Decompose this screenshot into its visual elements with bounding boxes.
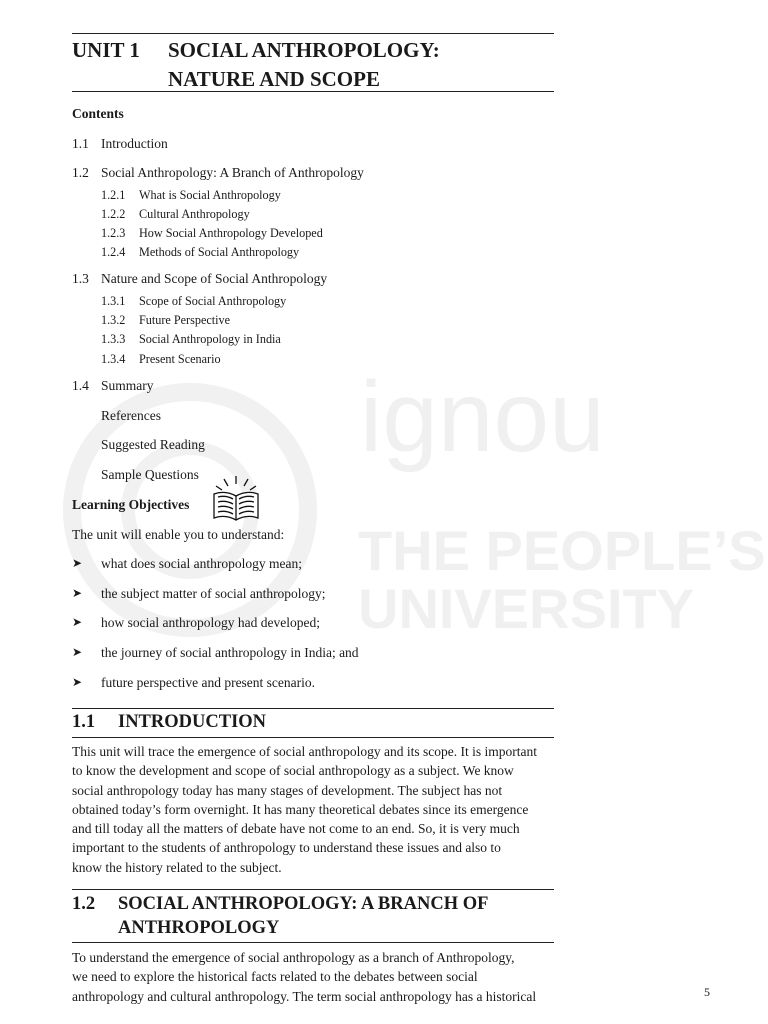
toc-item-scope: Scope of Social Anthropology: [139, 294, 287, 308]
section-1-1-number: 1.1: [72, 712, 96, 732]
toc-item-introduction: Introduction: [101, 136, 168, 151]
watermark-university: UNIVERSITY: [358, 577, 695, 640]
arrowhead-icon: ➤: [72, 645, 83, 659]
arrowhead-icon: ➤: [72, 586, 83, 600]
unit-title-line1: SOCIAL ANTHROPOLOGY:: [168, 38, 440, 62]
toc-item-references: References: [101, 408, 161, 423]
toc-item-suggested-reading: Suggested Reading: [101, 437, 205, 452]
objective-item: the subject matter of social anthropology;: [101, 586, 326, 601]
toc-item-india: Social Anthropology in India: [139, 332, 281, 346]
toc-num-1-3: 1.3: [72, 271, 89, 286]
title-bottom-rule: [72, 91, 554, 92]
toc-item-developed: How Social Anthropology Developed: [139, 226, 323, 240]
paragraph-line: social anthropology today has many stages of development. The subject has not: [72, 782, 503, 798]
objective-item: the journey of social anthropology in India; and: [101, 645, 359, 660]
toc-num-1-1: 1.1: [72, 136, 89, 151]
objective-item: what does social anthropology mean;: [101, 556, 302, 571]
section-1-2-title-line1: SOCIAL ANTHROPOLOGY: A BRANCH OF: [118, 894, 489, 914]
toc-item-sample-questions: Sample Questions: [101, 467, 199, 482]
toc-item-summary: Summary: [101, 378, 154, 393]
section-1-2-paragraph: [72, 948, 554, 1006]
toc-num-1-2-3: 1.2.3: [101, 226, 126, 240]
toc-item-present: Present Scenario: [139, 352, 221, 366]
watermark-peoples: THE PEOPLE’S: [358, 519, 766, 582]
paragraph-line: to know the development and scope of social anthropology as a subject. We know: [72, 763, 514, 779]
objective-item: future perspective and present scenario.: [101, 675, 316, 690]
toc-item-future: Future Perspective: [139, 313, 231, 327]
section-1-2-bottom-rule: [72, 942, 554, 943]
toc-num-1-2-4: 1.2.4: [101, 245, 126, 259]
paragraph-line: and till today all the matters of debate have not come to an end. So, it is very much: [72, 821, 520, 837]
paragraph-line: This unit will trace the emergence of social anthropology and its scope. It is important: [72, 744, 538, 759]
section-1-1-top-rule: [72, 708, 554, 709]
toc-num-1-3-2: 1.3.2: [101, 313, 126, 327]
section-1-2-top-rule: [72, 889, 554, 890]
section-1-1-bottom-rule: [72, 737, 554, 738]
toc-num-1-2-1: 1.2.1: [101, 188, 126, 202]
toc-num-1-2: 1.2: [72, 165, 89, 180]
toc-num-1-2-2: 1.2.2: [101, 207, 126, 221]
objective-item: how social anthropology had developed;: [101, 615, 320, 630]
arrowhead-icon: ➤: [72, 675, 83, 689]
objectives-heading: Learning Objectives: [72, 497, 190, 512]
unit-title: [168, 36, 548, 94]
section-1-2-title: [118, 892, 548, 940]
paragraph-line: obtained today’s form overnight. It has many theoretical debates since its emergence: [72, 801, 529, 817]
toc-num-1-4: 1.4: [72, 378, 89, 393]
paragraph-line: know the history related to the subject.: [72, 859, 282, 875]
objectives-intro: The unit will enable you to understand:: [72, 527, 285, 542]
arrowhead-icon: ➤: [72, 615, 83, 629]
unit-title-line2: NATURE AND SCOPE: [168, 67, 380, 91]
page-number: 5: [704, 985, 710, 999]
section-1-1-title: INTRODUCTION: [118, 712, 267, 732]
watermark-ignou: ignou: [360, 361, 605, 473]
toc-num-1-3-4: 1.3.4: [101, 352, 126, 366]
top-rule: [72, 33, 554, 34]
toc-item-what-is: What is Social Anthropology: [139, 188, 281, 202]
section-1-2-title-line2: ANTHROPOLOGY: [118, 918, 280, 938]
paragraph-line: To understand the emergence of social anthropology as a branch of Anthropology,: [72, 950, 515, 965]
unit-number: UNIT 1: [72, 38, 140, 62]
contents-heading: Contents: [72, 106, 124, 121]
toc-item-cultural: Cultural Anthropology: [139, 207, 250, 221]
open-book-icon: [210, 474, 262, 524]
toc-item-branch: Social Anthropology: A Branch of Anthropology: [101, 165, 364, 180]
paragraph-line: we need to explore the historical facts related to the debates between social: [72, 969, 478, 985]
arrowhead-icon: ➤: [72, 556, 83, 570]
toc-item-methods: Methods of Social Anthropology: [139, 245, 300, 259]
toc-item-nature-scope: Nature and Scope of Social Anthropology: [101, 271, 328, 286]
paragraph-line: anthropology and cultural anthropology. The term social anthropology has a historical: [72, 988, 537, 1004]
paragraph-line: important to the students of anthropology to understand these issues and also to: [72, 840, 501, 856]
toc-num-1-3-1: 1.3.1: [101, 294, 126, 308]
toc-num-1-3-3: 1.3.3: [101, 332, 126, 346]
section-1-1-paragraph: [72, 742, 554, 877]
section-1-2-number: 1.2: [72, 894, 96, 914]
